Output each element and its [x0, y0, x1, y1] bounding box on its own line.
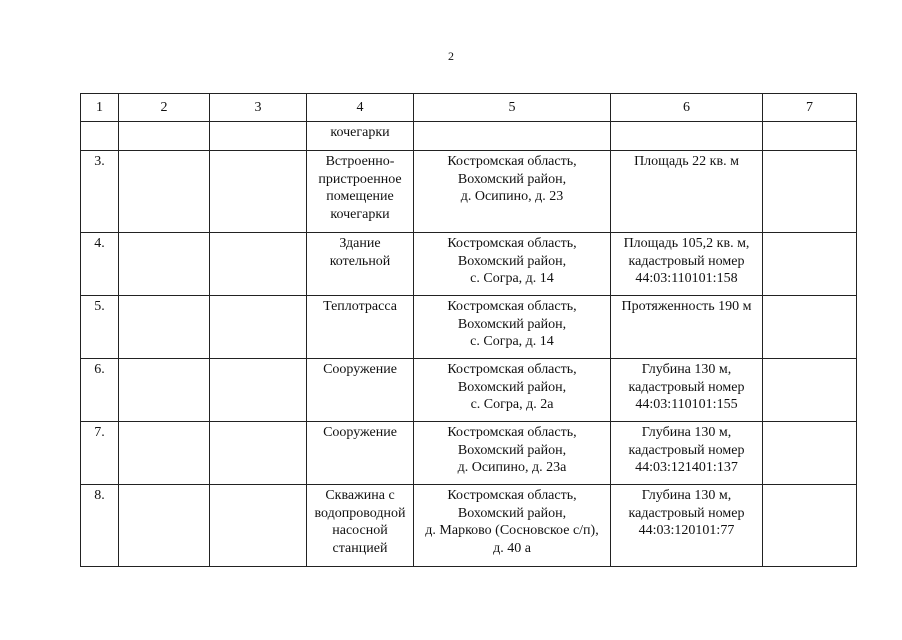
object-address	[414, 122, 611, 151]
object-specs-line: Протяженность 190 м	[621, 299, 752, 314]
cell-col-3	[210, 122, 307, 151]
object-name	[307, 296, 414, 359]
object-name-line: Здание	[339, 236, 381, 251]
object-address-line: д. Марково (Сосновское с/п),	[425, 523, 599, 538]
table-row	[81, 422, 857, 485]
object-address-line: Костромская область,	[447, 425, 577, 440]
cell-col-3	[210, 485, 307, 567]
object-specs	[611, 422, 763, 485]
object-address-line: Вохомский район,	[457, 442, 567, 458]
cell-col-3	[210, 422, 307, 485]
object-name-line: Сооружение	[323, 425, 397, 440]
object-name	[307, 422, 414, 485]
object-address-line: с. Согра, д. 14	[470, 271, 554, 286]
object-specs	[611, 233, 763, 296]
object-address-line: Костромская область,	[447, 488, 577, 503]
cell-col-2	[119, 485, 210, 567]
table-row	[81, 151, 857, 233]
cell-col-7	[763, 122, 857, 151]
object-name-line: кочегарки	[330, 206, 390, 222]
table-header-row	[81, 94, 857, 122]
cell-col-2	[119, 122, 210, 151]
object-name-line: Скважина с	[325, 488, 395, 503]
object-address-line: с. Согра, д. 2а	[470, 397, 554, 412]
row-number: 5.	[81, 296, 119, 359]
cell-col-7	[763, 151, 857, 233]
object-name	[307, 485, 414, 567]
object-address-line: д. 40 а	[493, 540, 531, 556]
column-header-1: 1	[81, 94, 119, 122]
table-row	[81, 485, 857, 567]
cell-col-7	[763, 422, 857, 485]
object-name-line: Встроенно-	[325, 154, 395, 169]
cell-col-7	[763, 359, 857, 422]
table-row	[81, 233, 857, 296]
row-number	[81, 122, 119, 151]
object-specs-line: кадастровый номер	[628, 505, 745, 521]
cell-col-7	[763, 296, 857, 359]
object-address-line: Костромская область,	[447, 236, 577, 251]
column-header-7: 7	[763, 94, 857, 122]
cell-col-2	[119, 359, 210, 422]
object-name	[307, 359, 414, 422]
object-specs	[611, 485, 763, 567]
cell-col-7	[763, 233, 857, 296]
object-name-line: насосной	[332, 523, 388, 538]
object-address-line: д. Осипино, д. 23а	[457, 460, 567, 475]
object-specs-line: 44:03:121401:137	[635, 460, 738, 475]
object-name-line: Сооружение	[323, 362, 397, 377]
object-address-line: Костромская область,	[447, 362, 577, 377]
property-table	[80, 93, 857, 567]
object-specs-line: кадастровый номер	[628, 379, 745, 395]
row-number: 7.	[81, 422, 119, 485]
page-number: 2	[448, 49, 454, 63]
object-specs-line: 44:03:120101:77	[638, 523, 735, 538]
object-address-line: Вохомский район,	[457, 505, 567, 521]
object-specs	[611, 359, 763, 422]
cell-col-2	[119, 296, 210, 359]
row-number: 4.	[81, 233, 119, 296]
object-name	[307, 151, 414, 233]
object-specs-line: Глубина 130 м,	[641, 425, 732, 440]
cell-col-3	[210, 359, 307, 422]
cell-col-3	[210, 233, 307, 296]
object-specs-line: кадастровый номер	[628, 442, 745, 458]
object-specs-line: Площадь 22 кв. м	[634, 154, 739, 169]
object-address-line: Вохомский район,	[457, 171, 567, 187]
object-address-line: Вохомский район,	[457, 253, 567, 269]
object-address	[414, 296, 611, 359]
object-name-line: водопроводной	[314, 505, 406, 521]
object-specs	[611, 151, 763, 233]
table-row	[81, 122, 857, 151]
object-address-line: д. Осипино, д. 23	[460, 189, 564, 204]
table-row	[81, 296, 857, 359]
cell-col-7	[763, 485, 857, 567]
object-address	[414, 151, 611, 233]
object-name	[307, 233, 414, 296]
row-number: 6.	[81, 359, 119, 422]
object-name-line: помещение	[326, 189, 394, 204]
object-specs-line: 44:03:110101:158	[635, 271, 738, 286]
object-address	[414, 422, 611, 485]
cell-col-2	[119, 422, 210, 485]
object-specs-line: кадастровый номер	[628, 253, 745, 269]
column-header-6: 6	[611, 94, 763, 122]
column-header-4: 4	[307, 94, 414, 122]
object-address-line: Вохомский район,	[457, 379, 567, 395]
cell-col-2	[119, 151, 210, 233]
object-specs	[611, 122, 763, 151]
cell-col-2	[119, 233, 210, 296]
object-address-line: Костромская область,	[447, 154, 577, 169]
cell-col-3	[210, 296, 307, 359]
object-address-line: Вохомский район,	[457, 316, 567, 332]
column-header-3: 3	[210, 94, 307, 122]
table-row	[81, 359, 857, 422]
row-number: 3.	[81, 151, 119, 233]
object-address	[414, 485, 611, 567]
object-name-line: Теплотрасса	[323, 299, 397, 314]
object-address-line: Костромская область,	[447, 299, 577, 314]
object-name-line: котельной	[329, 253, 391, 269]
object-name-line: станцией	[332, 540, 388, 556]
object-specs	[611, 296, 763, 359]
object-name	[307, 122, 414, 151]
object-address	[414, 233, 611, 296]
object-address-line: с. Согра, д. 14	[470, 334, 554, 349]
object-specs-line: 44:03:110101:155	[635, 397, 738, 412]
object-specs-line: Площадь 105,2 кв. м,	[623, 236, 750, 251]
object-name-line: кочегарки	[330, 125, 390, 140]
object-name-line: пристроенное	[318, 171, 402, 187]
column-header-2: 2	[119, 94, 210, 122]
object-specs-line: Глубина 130 м,	[641, 362, 732, 377]
object-specs-line: Глубина 130 м,	[641, 488, 732, 503]
object-address	[414, 359, 611, 422]
row-number: 8.	[81, 485, 119, 567]
column-header-5: 5	[414, 94, 611, 122]
table-body	[81, 122, 857, 567]
cell-col-3	[210, 151, 307, 233]
